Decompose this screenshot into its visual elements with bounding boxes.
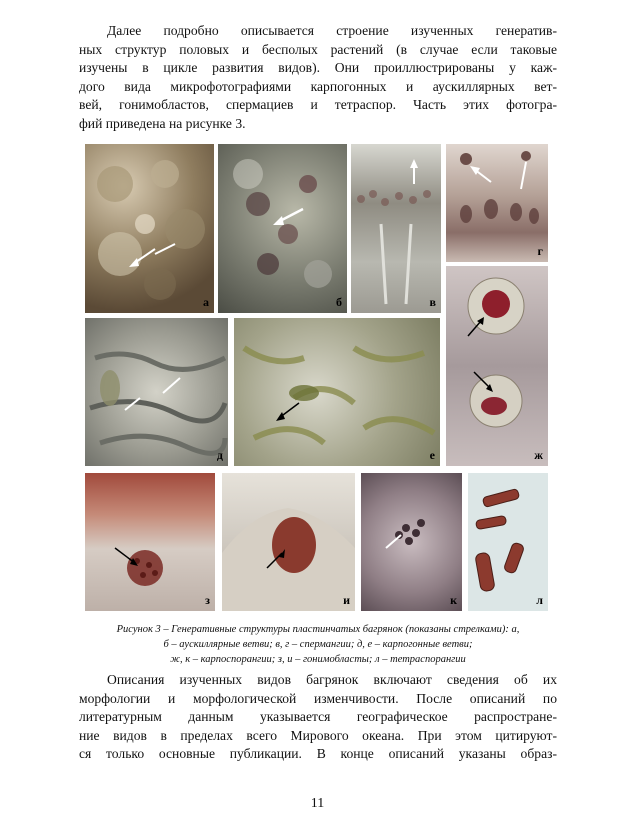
- text-line: ние видов в пределах всего Мирового океана. При этом цитируют-: [79, 727, 557, 743]
- text-line: ся только основные публикации. В конце описаний указаны образ-: [79, 746, 557, 762]
- intro-paragraph: [79, 22, 557, 134]
- micrograph-texture: [85, 144, 214, 313]
- micrograph-texture: [85, 318, 228, 466]
- micrograph-g: [446, 144, 548, 262]
- micrograph-texture: [351, 144, 441, 313]
- panel-label-l: л: [536, 593, 543, 607]
- micrograph-texture: [234, 318, 440, 466]
- panel-label-b: б: [336, 295, 342, 309]
- micrograph-l: [468, 473, 548, 611]
- text-line: дого вида микрофотографиями карпогонных и аускиллярных вет-: [79, 78, 557, 94]
- caption-line: Рисунок 3 – Генеративные структуры пластинчатых багрянок (показаны стрелками): а,: [116, 624, 520, 635]
- micrograph-a: [85, 144, 214, 313]
- micrograph-texture: [468, 473, 548, 611]
- micrograph-texture: [218, 144, 347, 313]
- text-line: морфологии и морфологической изменчивости. После описаний по: [79, 690, 557, 706]
- text-line: ных структур половых и бесполых растений (в случае если таковые: [79, 41, 557, 57]
- page-number: 11: [310, 796, 325, 811]
- micrograph-texture: [446, 266, 548, 466]
- text-line: вей, гонимобластов, спермациев и тетраспор. Часть этих фотогра-: [79, 97, 557, 113]
- micrograph-d: [85, 318, 228, 466]
- micrograph-i: [222, 473, 355, 611]
- micrograph-texture: [85, 473, 215, 611]
- panel-label-i: и: [343, 593, 350, 607]
- micrograph-b: [218, 144, 347, 313]
- panel-label-a: а: [203, 295, 209, 309]
- caption-line: б – аускиллярные ветви; в, г – спермангии; д, е – карпогонные ветви;: [163, 639, 473, 650]
- caption-line: ж, к – карпоспорангии; з, и – гонимобласты; л – тетраспорангии: [170, 654, 466, 665]
- panel-label-e: е: [429, 448, 435, 462]
- micrograph-texture: [222, 473, 355, 611]
- text-line: изучены в цикле развития видов). Они проиллюстрированы у каж-: [79, 60, 557, 76]
- panel-label-v: в: [429, 295, 436, 309]
- micrograph-zh: [446, 266, 548, 466]
- panel-label-d: д: [216, 448, 223, 462]
- micrograph-texture: [361, 473, 462, 611]
- micrograph-texture: [446, 144, 548, 262]
- panel-label-k: к: [450, 593, 457, 607]
- text-line: Далее подробно описывается строение изученных генератив-: [107, 23, 557, 38]
- text-line: литературным данным указывается географическое распростране-: [79, 709, 557, 725]
- micrograph-e: [234, 318, 440, 466]
- panel-label-g: г: [537, 244, 543, 258]
- descriptions-paragraph: [79, 671, 557, 764]
- panel-label-z: з: [205, 593, 210, 607]
- text-line: Описания изученных видов багрянок включают сведения об их: [107, 672, 557, 687]
- micrograph-v: [351, 144, 441, 313]
- panel-label-zh: ж: [534, 448, 543, 462]
- micrograph-k: [361, 473, 462, 611]
- text-line: фий приведена на рисунке 3.: [79, 115, 246, 131]
- figure-caption: [79, 622, 557, 667]
- micrograph-z: [85, 473, 215, 611]
